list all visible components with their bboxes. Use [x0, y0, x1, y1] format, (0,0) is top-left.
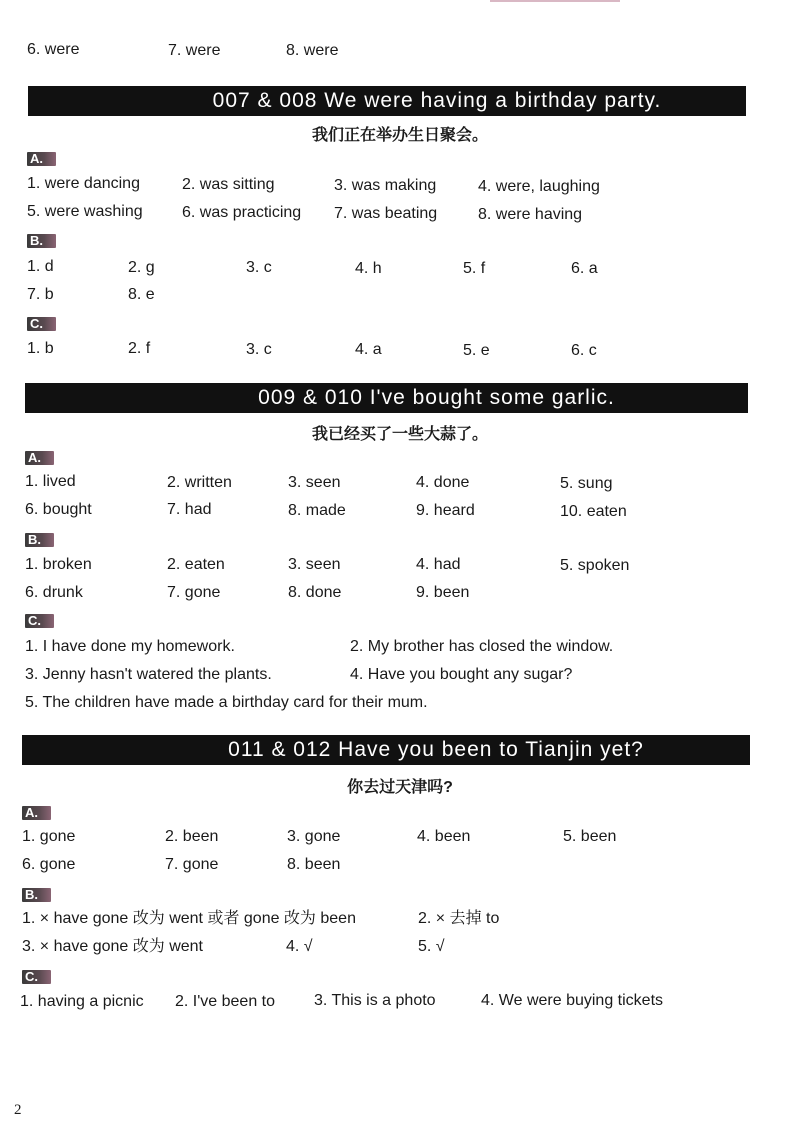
exercise-label-a: A. — [25, 451, 54, 465]
top-edge-line — [490, 0, 620, 2]
answer-item: 6. gone — [22, 856, 76, 873]
answer-item: 3. × have gone 改为 went — [22, 938, 204, 955]
exercise-label-a: A. — [27, 152, 56, 166]
answer-item: 1. having a picnic — [20, 993, 144, 1010]
section-title: 007 & 008 We were having a birthday party. — [212, 89, 662, 112]
answer-item: 7. gone — [167, 584, 221, 601]
answer-item: 7. gone — [165, 856, 219, 873]
answer-item: 2. g — [128, 259, 155, 276]
answer-item: 9. heard — [416, 502, 475, 519]
section-title: 011 & 012 Have you been to Tianjin yet? — [228, 738, 644, 761]
answer-item: 4. h — [355, 260, 382, 277]
answer-item: 7. was beating — [334, 205, 438, 222]
answer-item: 7. were — [168, 42, 221, 59]
answer-item: 8. e — [128, 286, 155, 303]
answer-item: 3. seen — [288, 556, 341, 573]
answer-item: 1. I have done my homework. — [25, 638, 235, 655]
answer-item: 4. √ — [286, 938, 313, 955]
section-subtitle: 我们正在举办生日聚会。 — [311, 127, 488, 144]
answer-item: 1. gone — [22, 828, 76, 845]
answer-item: 6. c — [571, 342, 597, 359]
answer-item: 3. was making — [334, 177, 437, 194]
answer-item: 8. been — [287, 856, 341, 873]
answer-item: 9. been — [416, 584, 470, 601]
exercise-label-b: B. — [25, 533, 54, 547]
answer-item: 5. spoken — [560, 557, 630, 574]
exercise-label-b: B. — [27, 234, 56, 248]
exercise-label-b: B. — [22, 888, 51, 902]
answer-item: 8. were having — [478, 206, 583, 223]
page-number: 2 — [14, 1102, 22, 1118]
answer-item: 5. e — [463, 342, 490, 359]
answer-item: 3. This is a photo — [314, 992, 436, 1009]
section-title: 009 & 010 I've bought some garlic. — [258, 386, 615, 409]
answer-item: 6. a — [571, 260, 598, 277]
section-subtitle: 我已经买了一些大蒜了。 — [311, 426, 488, 443]
answer-item: 4. done — [416, 474, 470, 491]
answer-item: 2. written — [167, 474, 232, 491]
exercise-label-c: C. — [27, 317, 56, 331]
section-subtitle: 你去过天津吗? — [347, 779, 453, 796]
answer-item: 2. I've been to — [175, 993, 276, 1010]
answer-item: 4. were, laughing — [478, 178, 600, 195]
answer-item: 6. were — [27, 41, 80, 58]
answer-item: 4. Have you bought any sugar? — [350, 666, 573, 683]
answer-item: 5. been — [563, 828, 617, 845]
answer-item: 10. eaten — [560, 503, 627, 520]
answer-item: 8. done — [288, 584, 342, 601]
exercise-label-c: C. — [25, 614, 54, 628]
answer-item: 1. d — [27, 258, 54, 275]
answer-item: 2. was sitting — [182, 176, 275, 193]
answer-item: 7. had — [167, 501, 212, 518]
answer-item: 3. c — [246, 341, 272, 358]
answer-item: 3. seen — [288, 474, 341, 491]
section-title-bar — [25, 383, 748, 413]
answer-item: 5. f — [463, 260, 486, 277]
answer-item: 1. lived — [25, 473, 76, 490]
answer-item: 4. been — [417, 828, 471, 845]
answer-item: 5. The children have made a birthday card for their mum. — [25, 694, 428, 711]
answer-item: 7. b — [27, 286, 54, 303]
answer-item: 2. eaten — [167, 556, 225, 573]
answer-item: 5. sung — [560, 475, 613, 492]
section-title-bar — [22, 735, 750, 765]
answer-item: 4. a — [355, 341, 382, 358]
answer-item: 3. gone — [287, 828, 341, 845]
answer-item: 1. broken — [25, 556, 92, 573]
answer-item: 5. were washing — [27, 203, 143, 220]
answer-item: 8. made — [288, 502, 346, 519]
answer-item: 1. × have gone 改为 went 或者 gone 改为 been — [22, 910, 356, 927]
answer-item: 2. f — [128, 340, 151, 357]
section-title-bar — [28, 86, 746, 116]
answer-item: 6. bought — [25, 501, 92, 518]
answer-item: 3. c — [246, 259, 272, 276]
answer-item: 8. were — [286, 42, 339, 59]
exercise-label-a: A. — [22, 806, 51, 820]
answer-item: 3. Jenny hasn't watered the plants. — [25, 666, 272, 683]
answer-item: 1. b — [27, 340, 54, 357]
answer-item: 2. My brother has closed the window. — [350, 638, 614, 655]
answer-item: 1. were dancing — [27, 175, 140, 192]
answer-item: 4. had — [416, 556, 461, 573]
answer-item: 6. drunk — [25, 584, 83, 601]
answer-item: 5. √ — [418, 938, 445, 955]
answer-item: 4. We were buying tickets — [481, 992, 664, 1009]
exercise-label-c: C. — [22, 970, 51, 984]
answer-item: 6. was practicing — [182, 204, 302, 221]
answer-item: 2. × 去掉 to — [418, 910, 500, 927]
answer-item: 2. been — [165, 828, 219, 845]
